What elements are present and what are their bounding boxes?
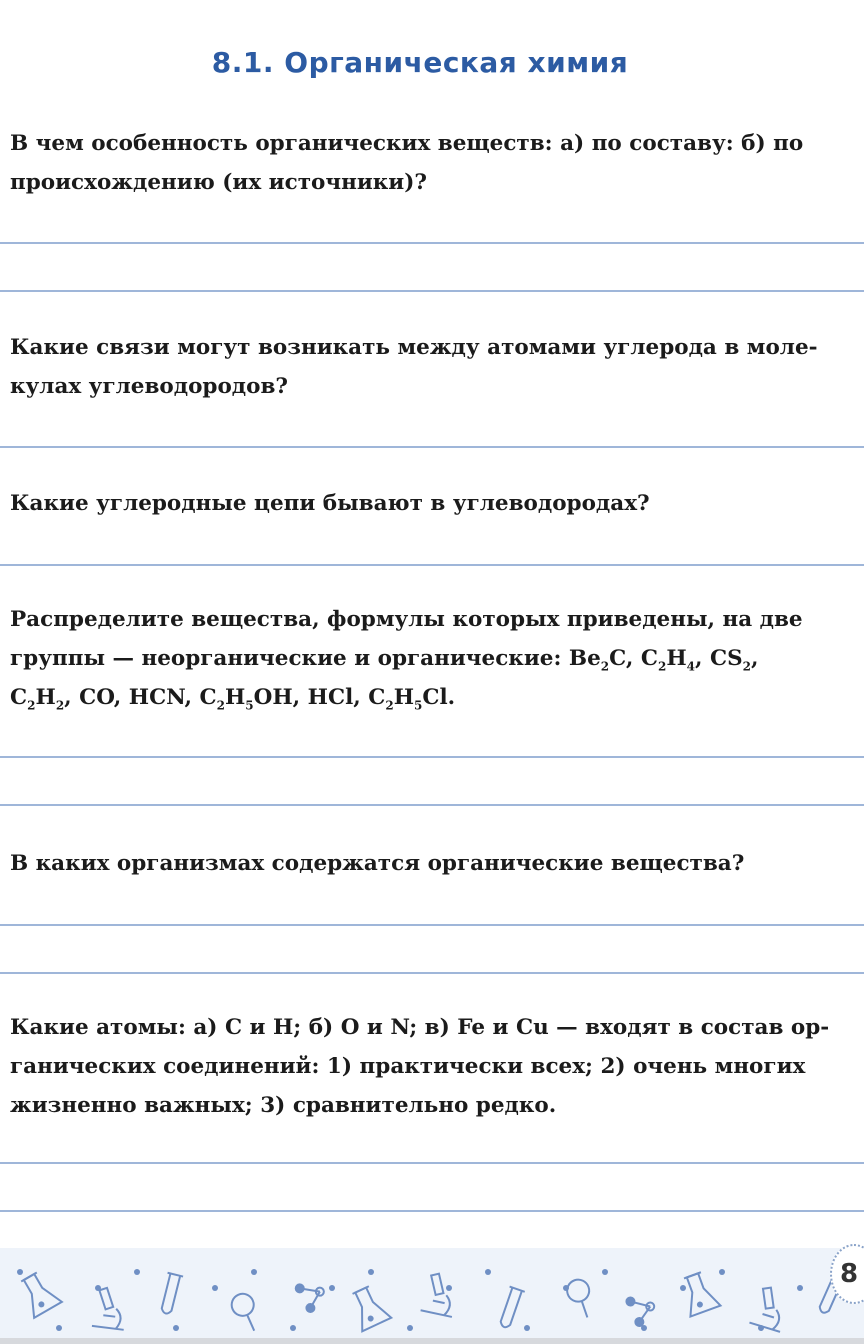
answer-line[interactable]	[0, 804, 864, 806]
dot-icon	[446, 1285, 452, 1291]
question-3	[10, 484, 862, 523]
question-5	[10, 844, 862, 883]
dot-icon	[173, 1325, 179, 1331]
question-2-line-1: Какие связи могут возникать между атомами углерода в моле-	[10, 335, 818, 360]
formula-co: CO,	[79, 685, 122, 710]
dot-icon	[290, 1325, 296, 1331]
flask-icon	[346, 1283, 391, 1331]
dot-icon	[524, 1325, 530, 1331]
molecule-icon	[296, 1284, 325, 1313]
dot-icon	[251, 1269, 257, 1275]
dot-icon	[56, 1325, 62, 1331]
microscope-icon	[92, 1287, 129, 1330]
answer-line[interactable]	[0, 290, 864, 292]
dot-icon	[719, 1269, 725, 1275]
microscope-icon	[421, 1272, 461, 1317]
formula-c2h5oh: $C_2H_5OH$,	[199, 685, 301, 713]
dot-icon	[758, 1325, 764, 1331]
question-1	[10, 124, 862, 202]
page-number: 8	[830, 1244, 864, 1304]
answer-line[interactable]	[0, 446, 864, 448]
question-4-line-2	[10, 639, 862, 678]
magnifier-icon	[225, 1291, 265, 1331]
formula-cs2: $CS_2$,	[710, 646, 759, 674]
dot-icon	[368, 1269, 374, 1275]
question-2-line-2: кулах углеводородов?	[10, 374, 288, 399]
answer-line[interactable]	[0, 242, 864, 244]
answer-line[interactable]	[0, 564, 864, 566]
formula-c2h4: $C_2H_4$,	[640, 646, 703, 674]
dot-icon	[407, 1325, 413, 1331]
answer-line[interactable]	[0, 756, 864, 758]
page-bottom-edge	[0, 1338, 864, 1344]
question-6	[10, 1008, 862, 1125]
question-4-line-3	[10, 678, 862, 717]
question-4	[10, 600, 862, 717]
dot-icon	[95, 1285, 101, 1291]
formula-hcn: HCN,	[128, 685, 192, 710]
answer-line[interactable]	[0, 972, 864, 974]
formula-c2h2: $C_2H_2$,	[10, 685, 72, 713]
dot-icon	[17, 1269, 23, 1275]
dot-icon	[134, 1269, 140, 1275]
magnifier-icon	[560, 1276, 601, 1317]
question-1-line-2: происхождению (их источники)?	[10, 170, 428, 195]
dot-icon	[329, 1285, 335, 1291]
page-title: 8.1. Органическая химия	[211, 46, 629, 79]
answer-line[interactable]	[0, 1210, 864, 1212]
dot-icon	[602, 1269, 608, 1275]
question-3-line-1: Какие углеродные цепи бывают в углеводородах?	[10, 491, 650, 516]
dot-icon	[563, 1285, 569, 1291]
dot-icon	[680, 1285, 686, 1291]
test-tube-icon	[151, 1269, 192, 1317]
footer-pattern	[0, 1248, 864, 1344]
question-6-line-2: ганических соединений: 1) практически всех; 2) очень многих	[10, 1054, 806, 1079]
footer-decoration	[0, 1248, 864, 1344]
formula-c2h5cl: $C_2H_5Cl$.	[368, 685, 456, 713]
dot-icon	[485, 1269, 491, 1275]
question-5-line-1: В каких организмах содержатся органические вещества?	[10, 851, 745, 876]
question-6-line-3: жизненно важных; 3) сравнительно редко.	[10, 1093, 557, 1118]
formula-be2c: $Be_2C$,	[568, 646, 634, 674]
test-tube-icon	[493, 1284, 532, 1330]
flask-icon	[15, 1269, 62, 1318]
dot-icon	[641, 1325, 647, 1331]
flask-icon	[677, 1270, 720, 1317]
answer-line[interactable]	[0, 924, 864, 926]
microscope-icon	[749, 1285, 791, 1332]
molecule-icon	[625, 1297, 654, 1326]
question-2	[10, 328, 862, 406]
dot-icon	[797, 1285, 803, 1291]
dot-icon	[212, 1285, 218, 1291]
question-4-line-1: Распределите вещества, формулы которых приведены, на две	[10, 607, 803, 632]
question-6-line-1: Какие атомы: а) С и Н; б) О и N; в) Fe и Cu — входят в состав ор-	[10, 1015, 830, 1040]
answer-line[interactable]	[0, 1162, 864, 1164]
question-4-line-2-text: группы — неорганические и органические:	[10, 646, 562, 671]
formula-hcl: HCl,	[307, 685, 361, 710]
question-1-line-1: В чем особенность органических веществ: а) по составу: б) по	[10, 131, 804, 156]
